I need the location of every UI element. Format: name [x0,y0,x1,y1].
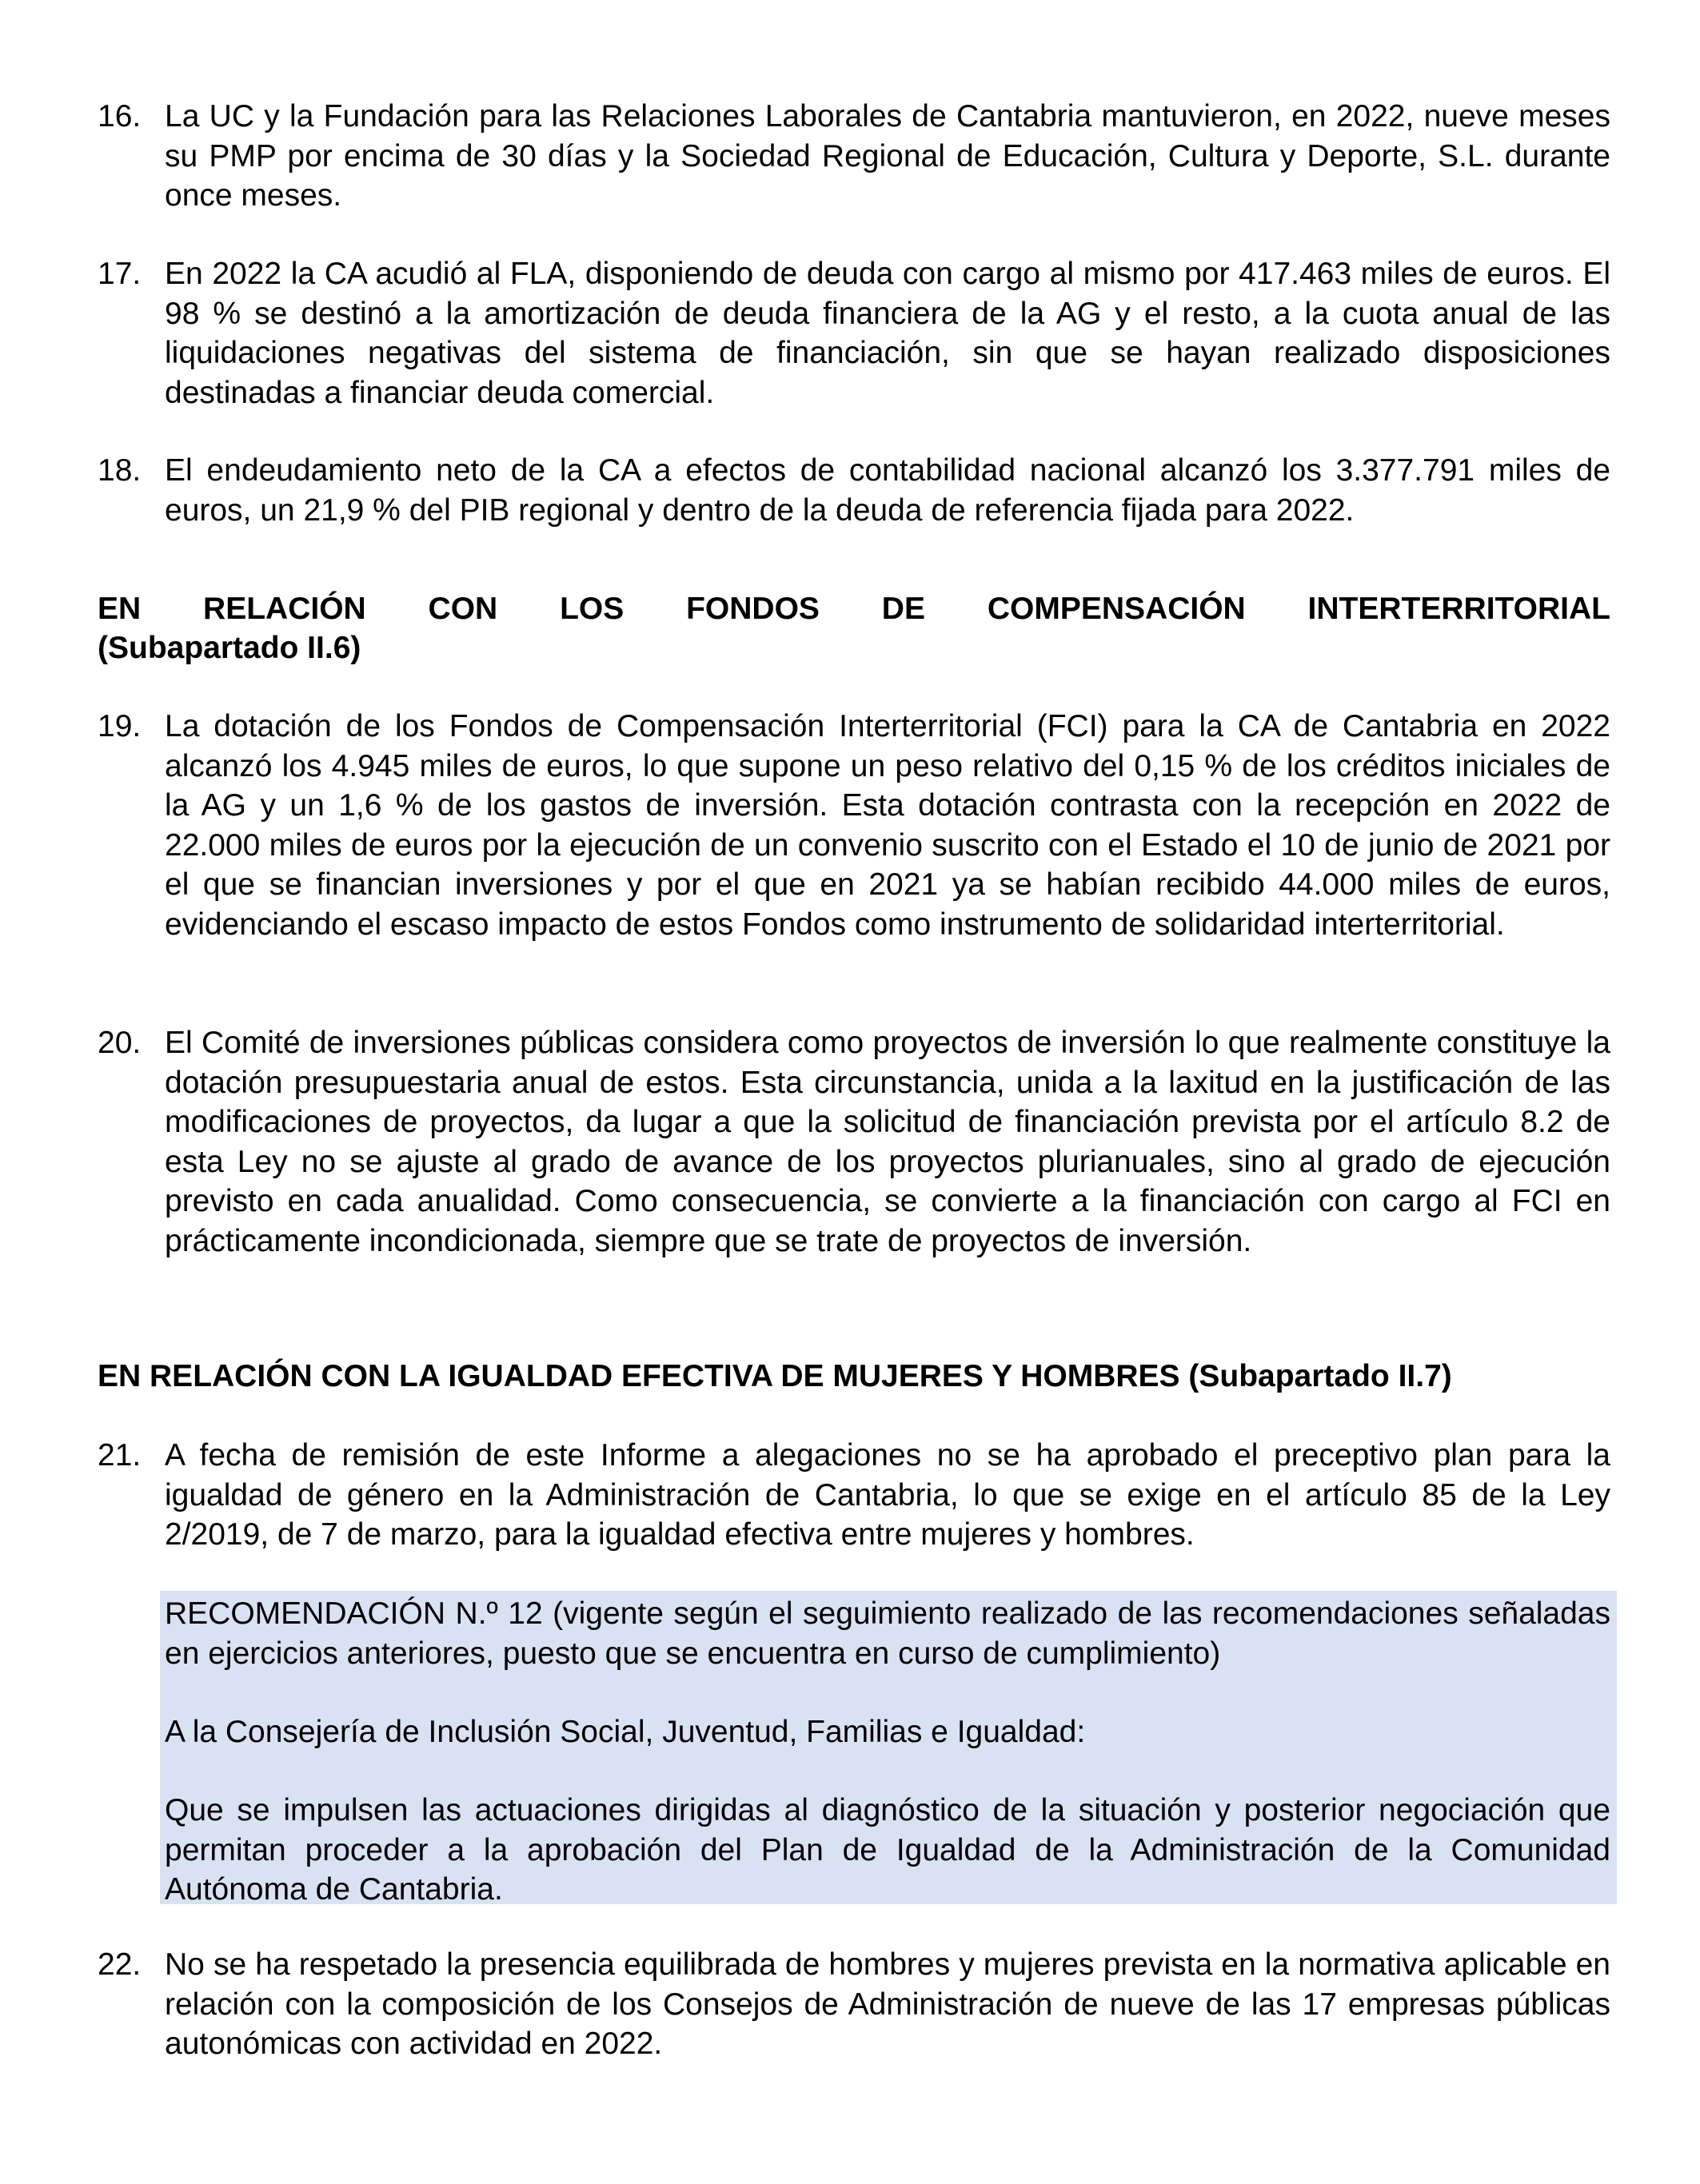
list-item-19 [98,707,1610,944]
item-number: 21. [98,1438,142,1473]
item-text: No se ha respetado la presencia equilibrada de hombres y mujeres prevista en la normativa aplicable en relación con la composición de los Consejos de Administración de nueve de las 17 empresas públicas autonómicas con actividad en 2022. [165,1947,1610,2061]
section-heading-fci-subtitle: (Subapartado II.6) [98,631,361,665]
item-text: El Comité de inversiones públicas considera como proyectos de inversión lo que realmente constituye la dotación presupuestaria anual de estos. Esta circunstancia, unida a la laxitud en la justificación de las modificaciones de proyectos, da lugar a que la solicitud de financiación prevista por el artículo 8.2 de esta Ley no se ajuste al grado de avance de los proyectos plurianuales, sino al grado de ejecución previsto en cada anualidad. Como consecuencia, se convierte a la financiación con cargo al FCI en prácticamente incondicionada, siempre que se trate de proyectos de inversión. [165,1026,1610,1258]
list-item-21 [98,1436,1610,1555]
recommendation-title: RECOMENDACIÓN N.º 12 (vigente según el seguimiento realizado de las recomendaciones señaladas en ejercicios anteriores, puesto que se encuentra en curso de cumplimiento) [165,1596,1610,1671]
list-item-22 [98,1945,1610,2064]
item-text: La UC y la Fundación para las Relaciones Laborales de Cantabria mantuvieron, en 2022, nueve meses su PMP por encima de 30 días y la Sociedad Regional de Educación, Cultura y Deporte, S.L. durante once meses. [165,99,1610,213]
list-item-16 [98,97,1610,216]
item-text: La dotación de los Fondos de Compensación Interterritorial (FCI) para la CA de Cantabria en 2022 alcanzó los 4.945 miles de euros, lo que supone un peso relativo del 0,15 % de los créditos iniciales de la AG y un 1,6 % de los gastos de inversión. Esta dotación contrasta con la recepción en 2022 de 22.000 miles de euros por la ejecución de un convenio suscrito con el Estado el 10 de junio de 2021 por el que se financian inversiones y por el que en 2021 ya se habían recibido 44.000 miles de euros, evidenciando el escaso impacto de estos Fondos como instrumento de solidaridad interterritorial. [165,709,1610,942]
item-number: 16. [98,99,142,134]
section-heading-fci: EN RELACIÓN CON LOS FONDOS DE COMPENSACIÓN INTERTERRITORIAL [98,592,1610,626]
list-item-17 [98,254,1610,412]
section-heading-igualdad: EN RELACIÓN CON LA IGUALDAD EFECTIVA DE MUJERES Y HOMBRES (Subapartado II.7) [98,1359,1452,1393]
item-number: 18. [98,453,142,488]
item-text: El endeudamiento neto de la CA a efectos de contabilidad nacional alcanzó los 3.377.791 miles de euros, un 21,9 % del PIB regional y dentro de la deuda de referencia fijada para 2022. [165,453,1610,528]
item-number: 19. [98,709,142,743]
item-number: 20. [98,1026,142,1060]
list-item-20 [98,1023,1610,1261]
recommendation-body: Que se impulsen las actuaciones dirigidas al diagnóstico de la situación y posterior negociación que permitan proceder a la aprobación del Plan de Igualdad de la Administración de la Comunidad Autónoma de Cantabria. [165,1793,1610,1907]
item-text: En 2022 la CA acudió al FLA, disponiendo de deuda con cargo al mismo por 417.463 miles de euros. El 98 % se destinó a la amortización de deuda financiera de la AG y el resto, a la cuota anual de las liquidaciones negativas del sistema de financiación, sin que se hayan realizado disposiciones destinadas a financiar deuda comercial. [165,257,1610,410]
item-number: 22. [98,1947,142,1982]
item-text: A fecha de remisión de este Informe a alegaciones no se ha aprobado el preceptivo plan para la igualdad de género en la Administración de Cantabria, lo que se exige en el artículo 85 de la Ley 2/2019, de 7 de marzo, para la igualdad efectiva entre mujeres y hombres. [165,1438,1610,1552]
item-number: 17. [98,257,142,291]
recommendation-addressee: A la Consejería de Inclusión Social, Juventud, Familias e Igualdad: [165,1715,1086,1749]
list-item-18 [98,451,1610,530]
